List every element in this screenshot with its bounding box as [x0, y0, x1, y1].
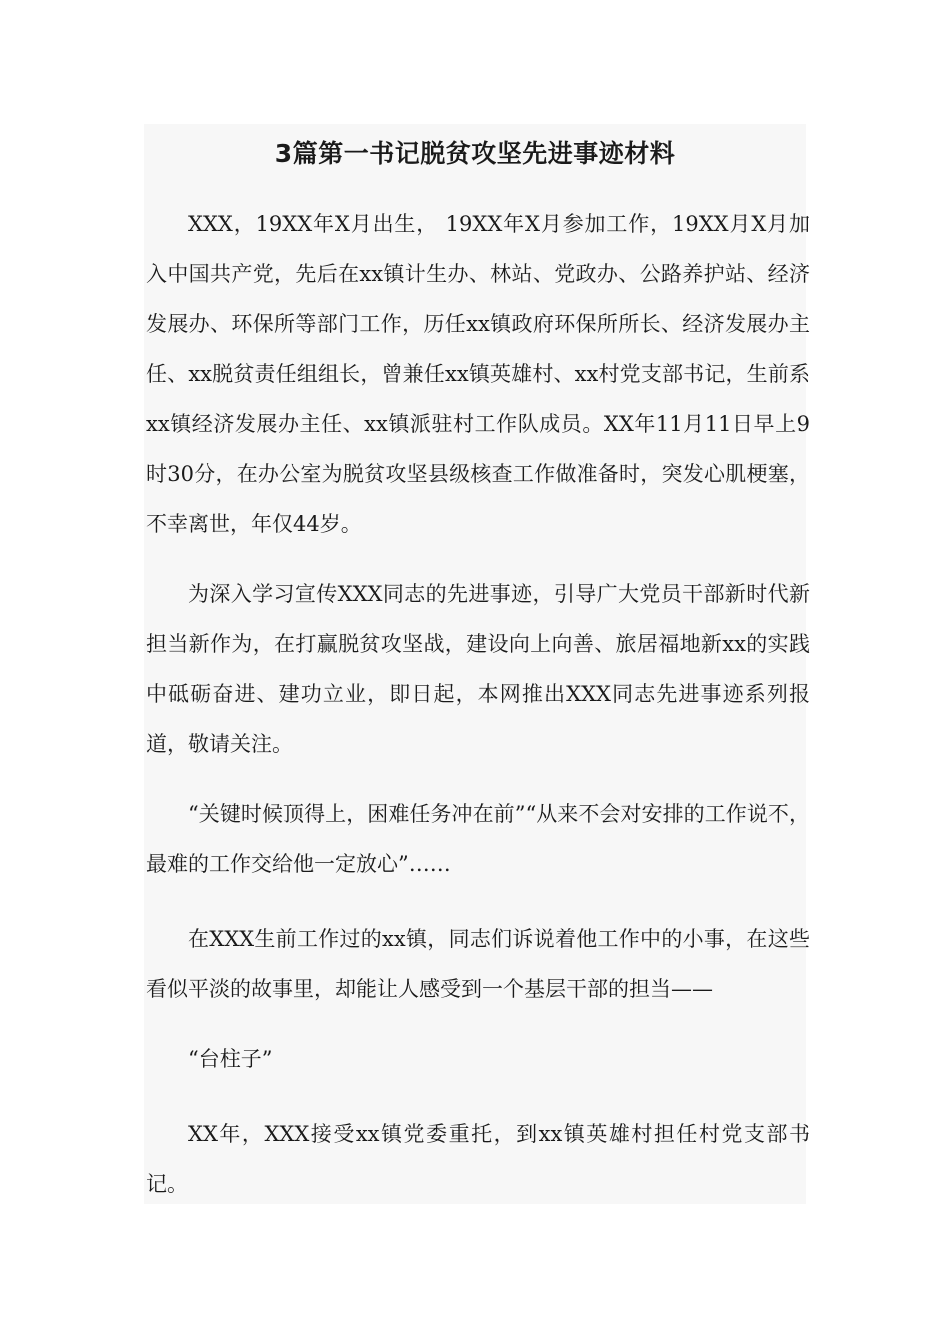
document-title: 3篇第一书记脱贫攻坚先进事迹材料: [274, 139, 676, 168]
paragraph-appointment: XX年，XXX接受xx镇党委重托，到xx镇英雄村担任村党支部书记。: [146, 1122, 810, 1196]
paragraph-introduction: 为深入学习宣传XXX同志的先进事迹，引导广大党员干部新时代新担当新作为，在打赢脱贫攻坚战，建设向上向善、旅居福地新xx的实践中砥砺奋进、建功立业，即日起，本网推出XXX同志先进事迹系列报道，敬请关注。: [146, 582, 810, 756]
paragraph-biography: XXX，19XX年X月出生， 19XX年X月参加工作，19XX月X月加入中国共产党，先后在xx镇计生办、林站、党政办、公路养护站、经济发展办、环保所等部门工作，历任xx镇政府环保所所长、经济发展办主任、xx脱贫责任组组长，曾兼任xx镇英雄村、xx村党支部书记，生前系xx镇经济发展办主任、xx镇派驻村工作队成员。XX年11月11日早上9时30分，在办公室为脱贫攻坚县级核查工作做准备时，突发心肌梗塞，不幸离世，年仅44岁。: [146, 212, 810, 536]
paragraph-colleagues: 在XXX生前工作过的xx镇，同志们诉说着他工作中的小事，在这些看似平淡的故事里，却能让人感受到一个基层干部的担当——: [146, 927, 810, 1001]
section-heading: “台柱子”: [188, 1047, 273, 1071]
paragraph-quotes: “关键时候顶得上，困难任务冲在前”“从来不会对安排的工作说不，最难的工作交给他一定放心”……: [146, 802, 810, 876]
